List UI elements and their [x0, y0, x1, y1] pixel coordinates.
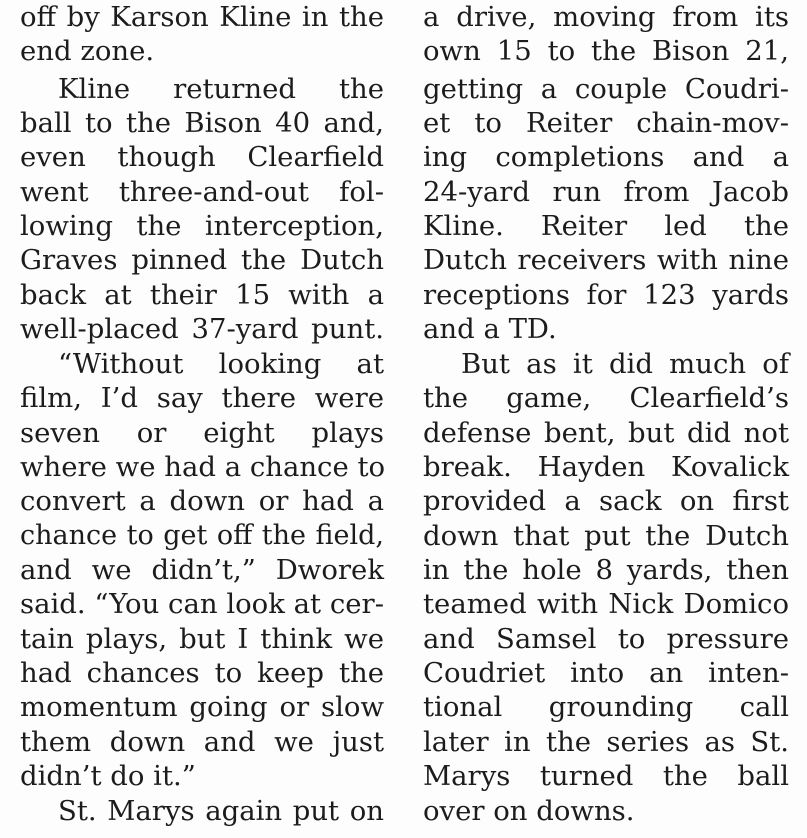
text-line: provided a sack on first — [423, 485, 789, 517]
text-line: “Without looking at — [58, 348, 384, 380]
text-line: in the hole 8 yards, then — [423, 554, 789, 586]
text-line: Marys turned the ball — [423, 760, 789, 792]
text-line: ball to the Bison 40 and, — [20, 107, 384, 139]
text-line: receptions for 123 yards — [423, 279, 789, 311]
text-line: lowing the interception, — [20, 210, 384, 242]
text-line: momentum going or slow — [20, 691, 384, 723]
text-line: went three-and-out fol- — [20, 176, 384, 208]
text-line: teamed with Nick Domico — [423, 588, 789, 620]
text-line: had chances to keep the — [20, 657, 384, 689]
text-line: own 15 to the Bison 21, — [423, 35, 789, 67]
text-line: tain plays, but I think we — [20, 623, 384, 655]
text-line: well-placed 37-yard punt. — [20, 313, 384, 345]
text-line: 24-yard run from Jacob — [423, 176, 789, 208]
text-line: et to Reiter chain-mov- — [423, 107, 789, 139]
text-line: Graves pinned the Dutch — [20, 244, 384, 276]
text-line: and we didn’t,” Dworek — [20, 554, 384, 586]
text-line: film, I’d say there were — [20, 382, 384, 414]
text-line: St. Marys again put on — [58, 795, 384, 827]
text-line: But as it did much of — [461, 348, 789, 380]
text-line: convert a down or had a — [20, 485, 384, 517]
text-line: down that put the Dutch — [423, 520, 789, 552]
text-line: didn’t do it.” — [20, 760, 196, 792]
text-line: a drive, moving from its — [423, 1, 789, 33]
text-line: back at their 15 with a — [20, 279, 384, 311]
text-line: even though Clearfield — [20, 141, 384, 173]
text-line: Kline returned the — [58, 73, 384, 105]
text-line: defense bent, but did not — [423, 417, 789, 449]
text-line: where we had a chance to — [20, 451, 386, 483]
text-line: off by Karson Kline in the — [20, 1, 384, 33]
text-line: seven or eight plays — [20, 417, 384, 449]
text-line: getting a couple Coudri- — [423, 73, 789, 105]
text-line: tional grounding call — [423, 691, 789, 723]
text-line: end zone. — [20, 35, 155, 67]
text-line: the game, Clearfield’s — [423, 382, 789, 414]
text-line: Kline. Reiter led the — [423, 210, 789, 242]
text-line: chance to get off the field, — [20, 520, 384, 551]
text-line: and a TD. — [423, 313, 557, 345]
text-line: Coudriet into an inten- — [423, 657, 789, 689]
text-line: and Samsel to pressure — [423, 623, 789, 655]
text-line: later in the series as St. — [423, 726, 789, 758]
text-line: break. Hayden Kovalick — [423, 451, 789, 483]
text-line: said. “You can look at cer- — [20, 588, 384, 620]
text-line: ing completions and a — [423, 141, 789, 173]
text-line: over on downs. — [423, 795, 635, 827]
text-line: them down and we just — [20, 726, 384, 758]
text-line: Dutch receivers with nine — [423, 244, 789, 276]
